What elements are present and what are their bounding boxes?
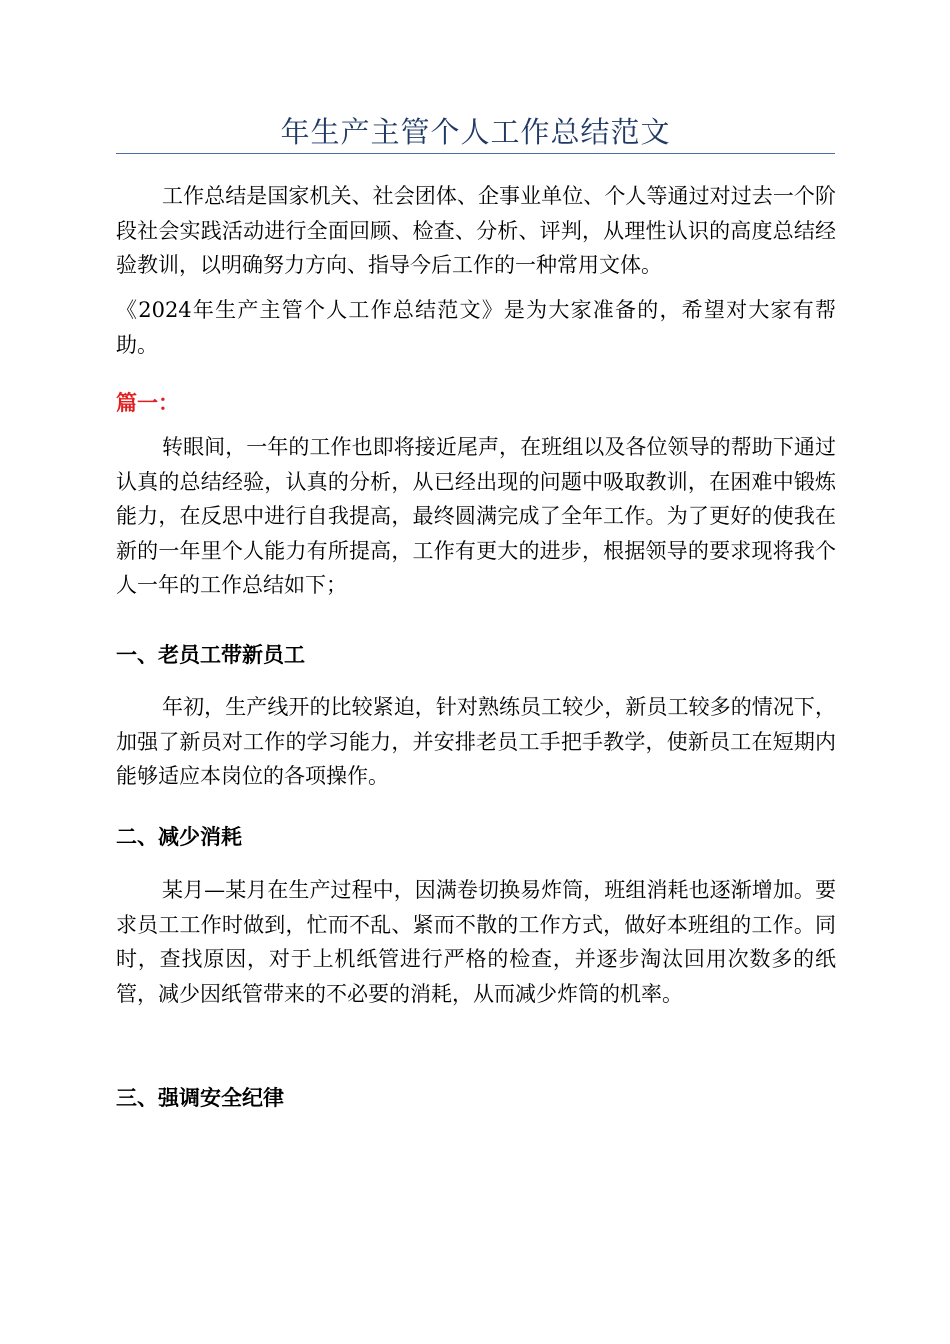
intro-paragraph-continued: 《2024年生产主管个人工作总结范文》是为大家准备的，希望对大家有帮助。: [116, 298, 836, 357]
chapter-paragraph: 转眼间，一年的工作也即将接近尾声，在班组以及各位领导的帮助下通过认真的总结经验，认真的分析，从已经出现的问题中吸取教训，在困难中锻炼能力，在反思中进行自我提高，最终圆满完成了全年工作。为了更好的使我在新的一年里个人能力有所提高，工作有更大的进步，根据领导的要求现将我个人一年的工作总结如下；: [116, 435, 836, 597]
section-heading-3: 三、强调安全纪律: [116, 1085, 284, 1110]
section-paragraph-1: 年初，生产线开的比较紧迫，针对熟练员工较少，新员工较多的情况下，加强了新员对工作的学习能力，并安排老员工手把手教学，使新员工在短期内能够适应本岗位的各项操作。: [116, 695, 836, 788]
chapter-heading: 篇一：: [116, 390, 179, 415]
section-heading-2: 二、减少消耗: [116, 824, 242, 849]
title-underline: [116, 153, 835, 154]
section-paragraph-2: 某月—某月在生产过程中，因满卷切换易炸筒，班组消耗也逐渐增加。要求员工工作时做到，忙而不乱、紧而不散的工作方式，做好本班组的工作。同时，查找原因，对于上机纸管进行严格的检查，并逐步淘汰回用次数多的纸管，减少因纸管带来的不必要的消耗，从而减少炸筒的机率。: [116, 878, 836, 1006]
section-heading-1: 一、老员工带新员工: [116, 642, 305, 667]
document-title: 年生产主管个人工作总结范文: [280, 115, 671, 149]
intro-paragraph: 工作总结是国家机关、社会团体、企事业单位、个人等通过对过去一个阶段社会实践活动进行全面回顾、检查、分析、评判，从理性认识的高度总结经验教训，以明确努力方向、指导今后工作的一种常用文体。: [116, 184, 836, 277]
